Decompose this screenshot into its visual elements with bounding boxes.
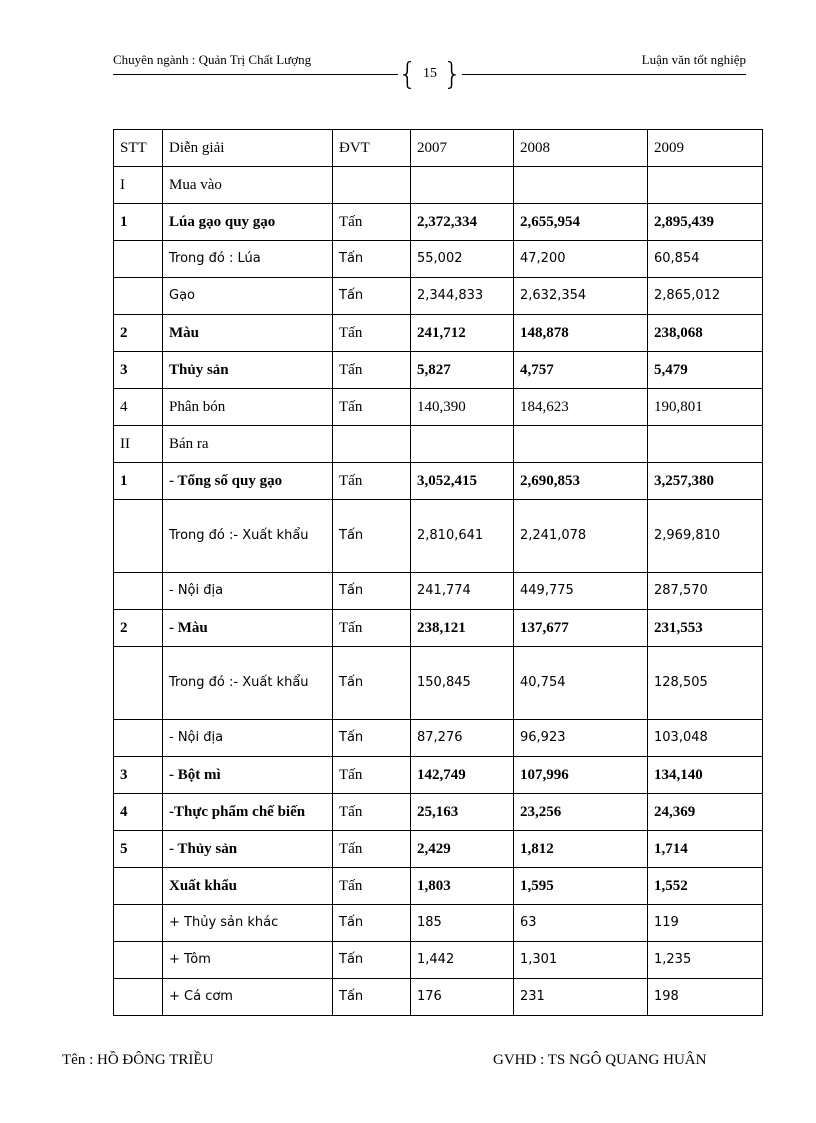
- stt-cell: 4: [114, 389, 163, 426]
- value-2009-cell: 287,570: [648, 573, 763, 610]
- stt-cell: [114, 720, 163, 757]
- footer-author: Tên : HỒ ĐÔNG TRIỀU: [62, 1052, 214, 1068]
- table-row: [114, 610, 763, 647]
- value-2008-cell: [514, 426, 648, 463]
- value-2007-cell: 241,712: [411, 315, 514, 352]
- table-row: [114, 278, 763, 315]
- column-header: 2007: [411, 130, 514, 167]
- desc-cell: Phân bón: [163, 389, 333, 426]
- desc-cell: Trong đó : Lúa: [163, 241, 333, 278]
- value-2009-cell: 1,714: [648, 831, 763, 868]
- unit-cell: Tấn: [333, 868, 411, 905]
- value-2009-cell: 1,235: [648, 942, 763, 979]
- table-row: [114, 942, 763, 979]
- desc-cell: Gạo: [163, 278, 333, 315]
- unit-cell: Tấn: [333, 794, 411, 831]
- value-2007-cell: 150,845: [411, 647, 514, 720]
- header-rule-right: [462, 74, 746, 75]
- value-2008-cell: 1,812: [514, 831, 648, 868]
- value-2007-cell: 142,749: [411, 757, 514, 794]
- value-2008-cell: 137,677: [514, 610, 648, 647]
- unit-cell: Tấn: [333, 610, 411, 647]
- unit-cell: Tấn: [333, 647, 411, 720]
- stt-cell: 1: [114, 204, 163, 241]
- value-2009-cell: 60,854: [648, 241, 763, 278]
- value-2009-cell: 190,801: [648, 389, 763, 426]
- value-2009-cell: 134,140: [648, 757, 763, 794]
- header-rule-left: [113, 74, 398, 75]
- value-2007-cell: 238,121: [411, 610, 514, 647]
- value-2008-cell: 2,690,853: [514, 463, 648, 500]
- table-row: [114, 167, 763, 204]
- header-thesis-label: Luận văn tốt nghiệp: [641, 52, 746, 67]
- column-header: 2009: [648, 130, 763, 167]
- desc-cell: + Thủy sản khác: [163, 905, 333, 942]
- value-2008-cell: 2,241,078: [514, 500, 648, 573]
- column-header: 2008: [514, 130, 648, 167]
- table-row: [114, 315, 763, 352]
- value-2008-cell: 449,775: [514, 573, 648, 610]
- stt-cell: 3: [114, 757, 163, 794]
- stt-cell: [114, 647, 163, 720]
- value-2009-cell: 2,895,439: [648, 204, 763, 241]
- table-row: [114, 463, 763, 500]
- value-2007-cell: 3,052,415: [411, 463, 514, 500]
- stt-cell: 1: [114, 463, 163, 500]
- value-2008-cell: 231: [514, 979, 648, 1016]
- unit-cell: Tấn: [333, 831, 411, 868]
- desc-cell: Mua vào: [163, 167, 333, 204]
- value-2009-cell: 1,552: [648, 868, 763, 905]
- value-2008-cell: 40,754: [514, 647, 648, 720]
- table-row: [114, 573, 763, 610]
- value-2009-cell: 5,479: [648, 352, 763, 389]
- value-2007-cell: 25,163: [411, 794, 514, 831]
- value-2009-cell: 238,068: [648, 315, 763, 352]
- value-2008-cell: 23,256: [514, 794, 648, 831]
- value-2007-cell: [411, 167, 514, 204]
- column-header: STT: [114, 130, 163, 167]
- stt-cell: 3: [114, 352, 163, 389]
- stt-cell: II: [114, 426, 163, 463]
- value-2009-cell: 119: [648, 905, 763, 942]
- desc-cell: Xuất khẩu: [163, 868, 333, 905]
- table-row: [114, 905, 763, 942]
- value-2007-cell: 140,390: [411, 389, 514, 426]
- stt-cell: [114, 942, 163, 979]
- unit-cell: Tấn: [333, 241, 411, 278]
- stt-cell: [114, 868, 163, 905]
- value-2009-cell: 103,048: [648, 720, 763, 757]
- table-row: [114, 794, 763, 831]
- value-2007-cell: 2,429: [411, 831, 514, 868]
- desc-cell: Lúa gạo quy gạo: [163, 204, 333, 241]
- value-2008-cell: 4,757: [514, 352, 648, 389]
- stt-cell: I: [114, 167, 163, 204]
- desc-cell: - Bột mì: [163, 757, 333, 794]
- stt-cell: 2: [114, 315, 163, 352]
- value-2008-cell: 1,595: [514, 868, 648, 905]
- value-2008-cell: [514, 167, 648, 204]
- header-specialization: Chuyên ngành : Quản Trị Chất Lượng: [113, 52, 312, 67]
- desc-cell: Trong đó :- Xuất khẩu: [163, 647, 333, 720]
- desc-cell: - Tổng số quy gạo: [163, 463, 333, 500]
- right-brace-icon: }: [442, 57, 462, 92]
- value-2008-cell: 63: [514, 905, 648, 942]
- stt-cell: [114, 573, 163, 610]
- value-2009-cell: [648, 167, 763, 204]
- unit-cell: Tấn: [333, 720, 411, 757]
- value-2008-cell: 1,301: [514, 942, 648, 979]
- table-row: [114, 831, 763, 868]
- unit-cell: Tấn: [333, 757, 411, 794]
- value-2007-cell: 55,002: [411, 241, 514, 278]
- unit-cell: Tấn: [333, 315, 411, 352]
- page-number: 15: [423, 66, 437, 81]
- desc-cell: + Tôm: [163, 942, 333, 979]
- value-2009-cell: 231,553: [648, 610, 763, 647]
- table-row: [114, 720, 763, 757]
- value-2009-cell: [648, 426, 763, 463]
- table-row: [114, 241, 763, 278]
- unit-cell: Tấn: [333, 979, 411, 1016]
- stt-cell: [114, 905, 163, 942]
- trade-volume-table: [113, 129, 763, 1016]
- value-2009-cell: 24,369: [648, 794, 763, 831]
- unit-cell: [333, 167, 411, 204]
- desc-cell: + Cá cơm: [163, 979, 333, 1016]
- footer-advisor: GVHD : TS NGÔ QUANG HUÂN: [493, 1052, 707, 1068]
- value-2008-cell: 184,623: [514, 389, 648, 426]
- stt-cell: 5: [114, 831, 163, 868]
- value-2007-cell: 2,372,334: [411, 204, 514, 241]
- table-header-row: [114, 130, 763, 167]
- value-2009-cell: 3,257,380: [648, 463, 763, 500]
- stt-cell: [114, 500, 163, 573]
- value-2007-cell: 5,827: [411, 352, 514, 389]
- value-2008-cell: 148,878: [514, 315, 648, 352]
- value-2007-cell: 241,774: [411, 573, 514, 610]
- table-row: [114, 868, 763, 905]
- left-brace-icon: {: [398, 57, 418, 92]
- desc-cell: Trong đó :- Xuất khẩu: [163, 500, 333, 573]
- desc-cell: Màu: [163, 315, 333, 352]
- unit-cell: Tấn: [333, 352, 411, 389]
- value-2008-cell: 47,200: [514, 241, 648, 278]
- value-2007-cell: 1,803: [411, 868, 514, 905]
- desc-cell: - Thủy sản: [163, 831, 333, 868]
- column-header: Diễn giải: [163, 130, 333, 167]
- value-2009-cell: 2,969,810: [648, 500, 763, 573]
- table-row: [114, 757, 763, 794]
- table-row: [114, 426, 763, 463]
- table-row: [114, 352, 763, 389]
- stt-cell: 4: [114, 794, 163, 831]
- stt-cell: [114, 241, 163, 278]
- value-2007-cell: 87,276: [411, 720, 514, 757]
- value-2007-cell: [411, 426, 514, 463]
- desc-cell: Thủy sản: [163, 352, 333, 389]
- value-2008-cell: 96,923: [514, 720, 648, 757]
- value-2008-cell: 2,655,954: [514, 204, 648, 241]
- desc-cell: - Nội địa: [163, 720, 333, 757]
- unit-cell: Tấn: [333, 278, 411, 315]
- column-header: ĐVT: [333, 130, 411, 167]
- unit-cell: Tấn: [333, 573, 411, 610]
- unit-cell: Tấn: [333, 500, 411, 573]
- value-2007-cell: 185: [411, 905, 514, 942]
- desc-cell: - Nội địa: [163, 573, 333, 610]
- value-2007-cell: 1,442: [411, 942, 514, 979]
- table-row: [114, 389, 763, 426]
- unit-cell: [333, 426, 411, 463]
- value-2008-cell: 2,632,354: [514, 278, 648, 315]
- desc-cell: Bán ra: [163, 426, 333, 463]
- value-2007-cell: 2,344,833: [411, 278, 514, 315]
- table-row: [114, 647, 763, 720]
- table-row: [114, 204, 763, 241]
- page-number-box: [398, 57, 462, 92]
- unit-cell: Tấn: [333, 942, 411, 979]
- value-2009-cell: 2,865,012: [648, 278, 763, 315]
- value-2007-cell: 176: [411, 979, 514, 1016]
- unit-cell: Tấn: [333, 389, 411, 426]
- table-row: [114, 979, 763, 1016]
- table-row: [114, 500, 763, 573]
- value-2007-cell: 2,810,641: [411, 500, 514, 573]
- desc-cell: -Thực phẩm chế biến: [163, 794, 333, 831]
- unit-cell: Tấn: [333, 905, 411, 942]
- value-2009-cell: 198: [648, 979, 763, 1016]
- unit-cell: Tấn: [333, 204, 411, 241]
- stt-cell: [114, 979, 163, 1016]
- stt-cell: 2: [114, 610, 163, 647]
- value-2009-cell: 128,505: [648, 647, 763, 720]
- value-2008-cell: 107,996: [514, 757, 648, 794]
- unit-cell: Tấn: [333, 463, 411, 500]
- stt-cell: [114, 278, 163, 315]
- desc-cell: - Màu: [163, 610, 333, 647]
